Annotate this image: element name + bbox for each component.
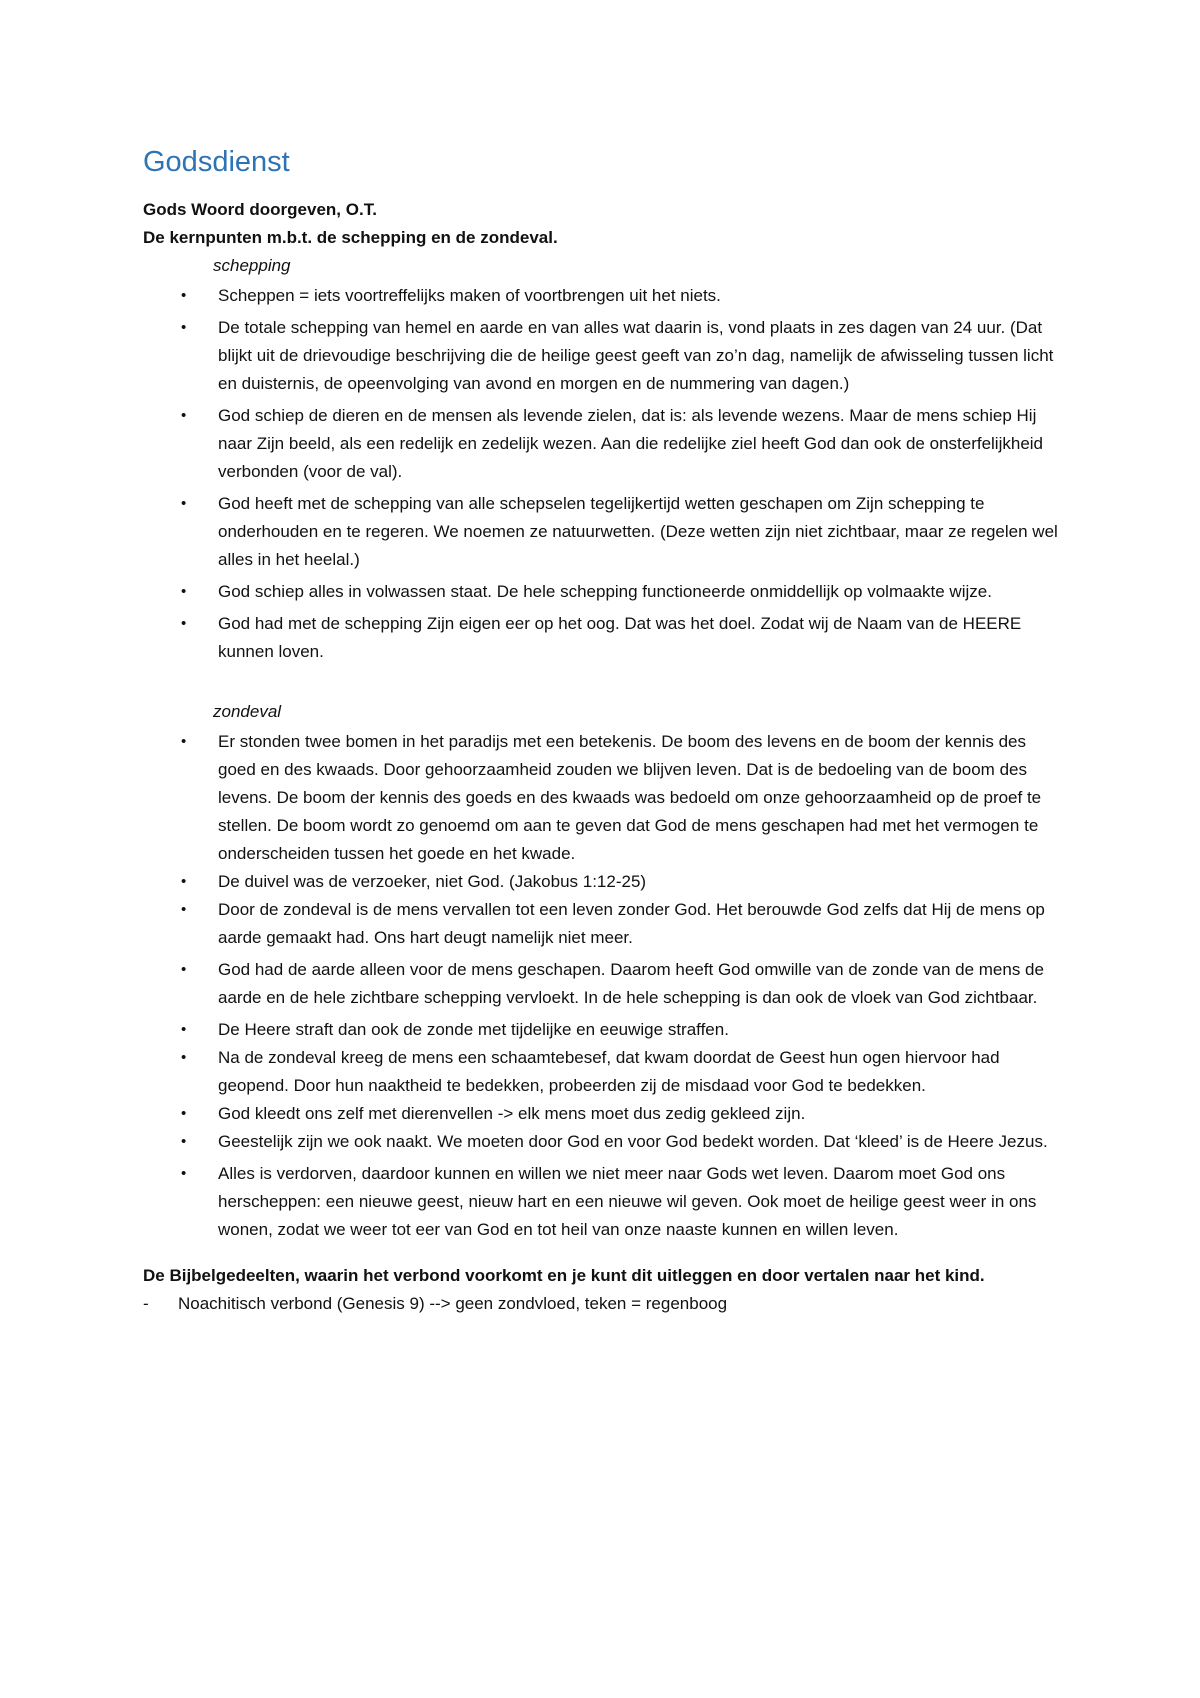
bullet-icon: • <box>181 583 187 600</box>
bullet-icon: • <box>181 733 187 750</box>
spacer <box>143 670 1063 698</box>
list-item-text: God schiep de dieren en de mensen als levende zielen, dat is: als levende wezens. Maar de mens schiep Hij naar Zijn beeld, als een redelijk en zedelijk wezen. Aan die redelijke ziel heeft God dan ook de onsterfelijkheid verbonden (voor de val). <box>218 406 1044 481</box>
list-item-text: God had met de schepping Zijn eigen eer op het oog. Dat was het doel. Zodat wij de Naam van de HEERE kunnen loven. <box>218 614 1022 661</box>
bullet-icon: • <box>181 287 187 304</box>
list-item <box>143 1290 1063 1318</box>
list-item-text: Na de zondeval kreeg de mens een schaamtebesef, dat kwam doordat de Geest hun ogen hiervoor had geopend. Door hun naaktheid te bedekken, probeerden zij de misdaad voor God te bedekken. <box>218 1048 1000 1095</box>
list-item <box>143 578 1063 606</box>
bullet-icon: • <box>181 1049 187 1066</box>
list-item <box>143 402 1063 486</box>
list-item-text: Door de zondeval is de mens vervallen tot een leven zonder God. Het berouwde God zelfs dat Hij de mens op aarde gemaakt had. Ons hart deugt namelijk niet meer. <box>218 900 1045 947</box>
list-item <box>143 1128 1063 1156</box>
list-item <box>143 956 1063 1012</box>
list-item <box>143 490 1063 574</box>
list-item-text: Geestelijk zijn we ook naakt. We moeten door God en voor God bedekt worden. Dat ‘kleed’ is de Heere Jezus. <box>218 1132 1048 1151</box>
list-item-text: De totale schepping van hemel en aarde en van alles wat daarin is, vond plaats in zes dagen van 24 uur. (Dat blijkt uit de drievoudige beschrijving die de heilige geest geeft van zo’n dag, namelijk de afwisseling tussen licht en duisternis, de opeenvolging van avond en morgen en de nummering van dagen.) <box>218 318 1054 393</box>
list-item <box>143 1016 1063 1044</box>
list-item-text: Scheppen = iets voortreffelijks maken of voortbrengen uit het niets. <box>218 286 721 305</box>
bullet-icon: • <box>181 1105 187 1122</box>
zondeval-list <box>143 728 1063 1244</box>
list-item-text: God heeft met de schepping van alle schepselen tegelijkertijd wetten geschapen om Zijn schepping te onderhouden en te regeren. We noemen ze natuurwetten. (Deze wetten zijn niet zichtbaar, maar ze regelen wel alles in het heelal.) <box>218 494 1058 569</box>
spacer <box>143 1244 1063 1262</box>
list-item-text: God schiep alles in volwassen staat. De hele schepping functioneerde onmiddellijk op volmaakte wijze. <box>218 582 992 601</box>
schepping-list <box>143 282 1063 666</box>
list-item <box>143 282 1063 310</box>
bullet-icon: • <box>181 407 187 424</box>
bullet-icon: • <box>181 1021 187 1038</box>
bullet-icon: • <box>181 1133 187 1150</box>
list-item <box>143 610 1063 666</box>
list-item-text: Alles is verdorven, daardoor kunnen en willen we niet meer naar Gods wet leven. Daarom moet God ons herscheppen: een nieuwe geest, nieuw hart en een nieuwe wil geven. Ook moet de heilige geest weer in ons wonen, zodat we weer tot eer van God en tot heil van onze naaste kunnen en willen leven. <box>218 1164 1037 1239</box>
list-item <box>143 1100 1063 1128</box>
list-item-text: Er stonden twee bomen in het paradijs met een betekenis. De boom des levens en de boom der kennis des goed en des kwaads. Door gehoorzaamheid zouden we blijven leven. Dat is de bedoeling van de boom des levens. De boom der kennis des goeds en des kwaads was bedoeld om onze gehoorzaamheid op de proef te stellen. De boom wordt zo genoemd om aan te geven dat God de mens geschapen had met het vermogen te onderscheiden tussen het goede en het kwade. <box>218 732 1042 863</box>
bullet-icon: • <box>181 615 187 632</box>
section-heading: De Bijbelgedeelten, waarin het verbond voorkomt en je kunt dit uitleggen en door vertalen naar het kind. <box>143 1266 985 1285</box>
list-item-text: God kleedt ons zelf met dierenvellen -> elk mens moet dus zedig gekleed zijn. <box>218 1104 806 1123</box>
list-item <box>143 896 1063 952</box>
page-title: Godsdienst <box>143 146 290 178</box>
bullet-icon: • <box>181 901 187 918</box>
subtitle-line-2: De kernpunten m.b.t. de schepping en de zondeval. <box>143 228 558 247</box>
verbond-list <box>143 1290 1063 1318</box>
list-item <box>143 868 1063 896</box>
schepping-heading: schepping <box>213 256 291 275</box>
list-item-text: De Heere straft dan ook de zonde met tijdelijke en eeuwige straffen. <box>218 1020 729 1039</box>
list-item-text: De duivel was de verzoeker, niet God. (Jakobus 1:12-25) <box>218 872 647 891</box>
dash-icon: - <box>143 1294 149 1313</box>
subtitle-line-1: Gods Woord doorgeven, O.T. <box>143 200 377 219</box>
bullet-icon: • <box>181 873 187 890</box>
bullet-icon: • <box>181 319 187 336</box>
list-item-text: God had de aarde alleen voor de mens geschapen. Daarom heeft God omwille van de zonde van de mens de aarde en de hele zichtbare schepping vervloekt. In de hele schepping is dan ook de vloek van God zichtbaar. <box>218 960 1044 1007</box>
list-item <box>143 1160 1063 1244</box>
bullet-icon: • <box>181 495 187 512</box>
document-content <box>143 144 1063 1318</box>
bullet-icon: • <box>181 961 187 978</box>
bullet-icon: • <box>181 1165 187 1182</box>
list-item <box>143 728 1063 868</box>
list-item <box>143 1044 1063 1100</box>
list-item-text: Noachitisch verbond (Genesis 9) --> geen zondvloed, teken = regenboog <box>178 1294 728 1313</box>
list-item <box>143 314 1063 398</box>
zondeval-heading: zondeval <box>213 702 282 721</box>
